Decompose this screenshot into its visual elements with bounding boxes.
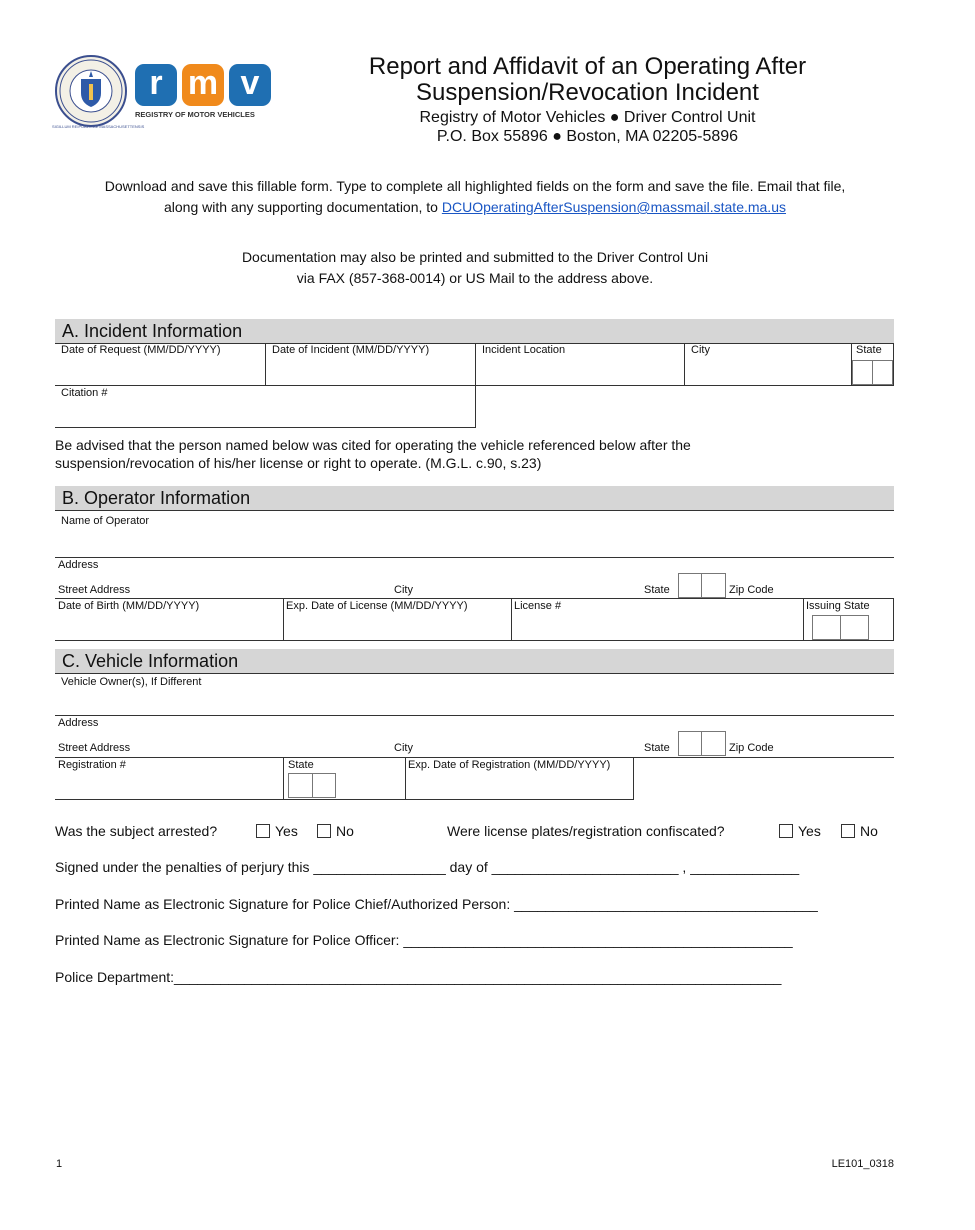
operator-name-input[interactable] xyxy=(55,528,894,556)
plates-yes-label: Yes xyxy=(798,823,821,839)
arrested-no-checkbox[interactable] xyxy=(317,824,331,838)
registration-state-box-2[interactable] xyxy=(312,773,336,798)
plates-yes-option[interactable] xyxy=(779,823,821,839)
vehicle-street-label: Street Address xyxy=(58,742,131,754)
form-id: LE101_0318 xyxy=(831,1158,894,1170)
plates-no-option[interactable] xyxy=(841,823,878,839)
perjury-statement[interactable]: Signed under the penalties of perjury this _________________ day of ________________________ , ______________ xyxy=(55,859,800,875)
vehicle-state-box-1[interactable] xyxy=(678,731,702,756)
operator-address-label: Address xyxy=(58,559,99,571)
incident-city-label: City xyxy=(691,344,710,356)
date-of-request-field[interactable] xyxy=(55,343,266,386)
vehicle-owner-input[interactable] xyxy=(55,689,894,714)
section-c-header: C. Vehicle Information xyxy=(55,649,894,673)
incident-state-label: State xyxy=(856,344,882,356)
citation-field[interactable] xyxy=(55,386,476,428)
rmv-logo-r: r xyxy=(135,64,177,106)
registration-state-box-1[interactable] xyxy=(288,773,313,798)
dob-field[interactable] xyxy=(55,599,284,641)
incident-state-box-1[interactable] xyxy=(852,360,873,385)
operator-street-label: Street Address xyxy=(58,584,131,596)
incident-location-label: Incident Location xyxy=(482,344,566,356)
advisory-line2: suspension/revocation of his/her license or right to operate. (M.G.L. c.90, s.23) xyxy=(55,455,542,471)
exp-license-field[interactable] xyxy=(284,599,512,641)
license-number-field[interactable] xyxy=(512,599,804,641)
dob-label: Date of Birth (MM/DD/YYYY) xyxy=(58,600,200,612)
incident-state-box-2[interactable] xyxy=(872,360,893,385)
arrested-yes-option[interactable] xyxy=(256,823,298,839)
citation-label: Citation # xyxy=(61,387,108,399)
issuing-state-box-1[interactable] xyxy=(812,615,841,640)
arrested-no-option[interactable] xyxy=(317,823,354,839)
vehicle-owner-label: Vehicle Owner(s), If Different xyxy=(61,676,202,688)
issuing-state-box-2[interactable] xyxy=(840,615,869,640)
seal-text: SIGILLUM REIPUBLICAE MASSACHUSETTENSIS xyxy=(52,124,145,129)
form-title-line2: Suspension/Revocation Incident xyxy=(416,79,759,106)
intro-line3: Documentation may also be printed and submitted to the Driver Control Uni xyxy=(241,249,709,265)
vehicle-zip-label: Zip Code xyxy=(729,742,774,754)
section-a-header: A. Incident Information xyxy=(55,319,894,343)
exp-license-label: Exp. Date of License (MM/DD/YYYY) xyxy=(286,600,468,612)
vehicle-address-label: Address xyxy=(58,717,99,729)
divider xyxy=(55,673,894,674)
rmv-tagline: REGISTRY OF MOTOR VEHICLES xyxy=(135,110,255,119)
intro-line4: via FAX (857-368-0014) or US Mail to the address above. xyxy=(296,270,654,286)
operator-state-box-2[interactable] xyxy=(701,573,726,598)
incident-city-field[interactable] xyxy=(685,343,852,386)
registration-number-label: Registration # xyxy=(58,759,126,771)
section-b-header: B. Operator Information xyxy=(55,486,894,510)
massachusetts-seal xyxy=(55,55,127,127)
form-subtitle-line2: P.O. Box 55896 ● Boston, MA 02205-5896 xyxy=(436,128,739,145)
chief-signature-line[interactable]: Printed Name as Electronic Signature for Police Chief/Authorized Person: _______________________________________ xyxy=(55,896,818,912)
divider xyxy=(55,557,894,558)
exp-registration-field[interactable] xyxy=(406,758,634,800)
vehicle-city-label: City xyxy=(394,742,413,754)
incident-location-field[interactable] xyxy=(476,343,685,386)
registration-number-field[interactable] xyxy=(55,758,284,800)
plates-question: Were license plates/registration confiscated? xyxy=(447,823,725,839)
plates-yes-checkbox[interactable] xyxy=(779,824,793,838)
vehicle-state-box-2[interactable] xyxy=(701,731,726,756)
page-number: 1 xyxy=(56,1158,63,1170)
arrested-question: Was the subject arrested? xyxy=(55,823,218,839)
intro-line2-prefix: along with any supporting documentation, to xyxy=(164,199,442,215)
operator-state-box-1[interactable] xyxy=(678,573,702,598)
operator-name-label: Name of Operator xyxy=(61,515,150,527)
license-number-label: License # xyxy=(514,600,562,612)
date-of-incident-label: Date of Incident (MM/DD/YYYY) xyxy=(272,344,430,356)
intro-line1: Download and save this fillable form. Type to complete all highlighted fields on the form and save the file. Email that file, xyxy=(104,178,846,194)
operator-state-label: State xyxy=(644,584,670,596)
operator-city-label: City xyxy=(394,584,413,596)
officer-signature-line[interactable]: Printed Name as Electronic Signature for Police Officer: __________________________________________________ xyxy=(55,932,793,948)
arrested-yes-checkbox[interactable] xyxy=(256,824,270,838)
date-of-request-label: Date of Request (MM/DD/YYYY) xyxy=(61,344,221,356)
form-subtitle-line1: Registry of Motor Vehicles ● Driver Control Unit xyxy=(419,109,756,126)
police-department-line[interactable]: Police Department:______________________________________________________________________________ xyxy=(55,969,782,985)
advisory-line1: Be advised that the person named below was cited for operating the vehicle referenced below after the xyxy=(55,437,691,453)
intro-line2 xyxy=(50,197,900,218)
rmv-logo-m: m xyxy=(182,64,224,106)
divider xyxy=(55,715,894,716)
exp-registration-label: Exp. Date of Registration (MM/DD/YYYY) xyxy=(408,759,611,771)
arrested-no-label: No xyxy=(336,823,354,839)
issuing-state-label: Issuing State xyxy=(806,600,870,612)
arrested-yes-label: Yes xyxy=(275,823,298,839)
divider xyxy=(55,510,894,511)
email-link[interactable]: DCUOperatingAfterSuspension@massmail.state.ma.us xyxy=(441,199,786,215)
vehicle-state-label: State xyxy=(644,742,670,754)
registration-state-label: State xyxy=(288,759,314,771)
plates-no-label: No xyxy=(860,823,878,839)
rmv-logo-v: v xyxy=(229,64,271,106)
date-of-incident-field[interactable] xyxy=(266,343,476,386)
plates-no-checkbox[interactable] xyxy=(841,824,855,838)
form-title-line1: Report and Affidavit of an Operating After xyxy=(368,53,807,80)
operator-zip-label: Zip Code xyxy=(729,584,774,596)
seal-icon xyxy=(57,57,125,125)
